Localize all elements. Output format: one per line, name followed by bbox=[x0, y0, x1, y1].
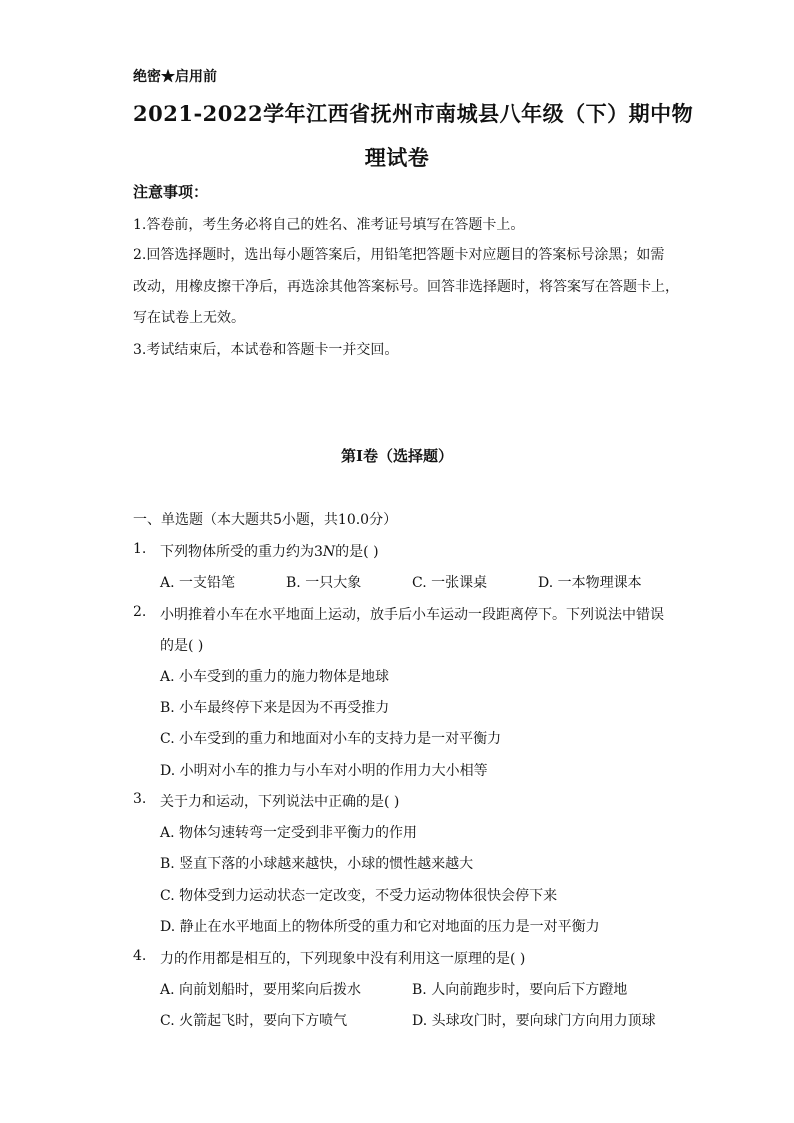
notice-line-5: 3.考试结束后，本试卷和答题卡一并交回。 bbox=[133, 342, 399, 358]
question-stem-1-post: 的是( ) bbox=[335, 544, 379, 560]
option-2d: D. 小明对小车的推力与小车对小明的作用力大小相等 bbox=[160, 763, 488, 779]
exam-title-line2: 理试卷 bbox=[364, 145, 430, 170]
option-3d: D. 静止在水平地面上的物体所受的重力和它对地面的压力是一对平衡力 bbox=[160, 919, 600, 935]
option-1c: C. 一张课桌 bbox=[412, 575, 488, 591]
option-2b: B. 小车最终停下来是因为不再受推力 bbox=[160, 700, 390, 716]
confidential-label: 绝密★启用前 bbox=[133, 69, 217, 85]
question-number-1: 1. bbox=[133, 541, 147, 557]
option-2c: C. 小车受到的重力和地面对小车的支持力是一对平衡力 bbox=[160, 731, 502, 747]
notice-heading: 注意事项： bbox=[133, 183, 209, 201]
option-3a: A. 物体匀速转弯一定受到非平衡力的作用 bbox=[160, 825, 418, 841]
question-stem-1 bbox=[160, 541, 379, 561]
option-3b: B. 竖直下落的小球越来越快，小球的惯性越来越大 bbox=[160, 856, 474, 872]
notice-line-4: 写在试卷上无效。 bbox=[133, 310, 245, 326]
option-3c: C. 物体受到力运动状态一定改变，不受力运动物体很快会停下来 bbox=[160, 888, 558, 904]
option-2a: A. 小车受到的重力的施力物体是地球 bbox=[160, 669, 390, 685]
option-1a: A. 一支铅笔 bbox=[160, 575, 236, 591]
option-4d: D. 头球攻门时，要向球门方向用力顶球 bbox=[412, 1013, 656, 1029]
question-number-3: 3. bbox=[133, 791, 147, 807]
notice-line-1: 1.答卷前，考生务必将自己的姓名、准考证号填写在答题卡上。 bbox=[133, 217, 525, 233]
question-stem-2-line2: 的是( ) bbox=[160, 638, 204, 654]
question-stem-4: 力的作用都是相互的，下列现象中没有利用这一原理的是( ) bbox=[160, 951, 526, 967]
option-4b: B. 人向前跑步时，要向后下方蹬地 bbox=[412, 982, 628, 998]
option-1b: B. 一只大象 bbox=[286, 575, 362, 591]
exam-title-line1: 2021-2022学年江西省抚州市南城县八年级（下）期中物 bbox=[133, 101, 694, 126]
section-title: 第I卷（选择题） bbox=[340, 447, 454, 465]
part-title: 一、单选题（本大题共5小题，共10.0分） bbox=[133, 512, 398, 528]
question-number-4: 4. bbox=[133, 948, 147, 964]
option-4c: C. 火箭起飞时，要向下方喷气 bbox=[160, 1013, 348, 1029]
question-number-2: 2. bbox=[133, 604, 147, 620]
notice-line-2: 2.回答选择题时，选出每小题答案后，用铅笔把答题卡对应题目的答案标号涂黑；如需 bbox=[133, 247, 665, 263]
question-stem-3: 关于力和运动，下列说法中正确的是( ) bbox=[160, 794, 400, 810]
option-4a: A. 向前划船时，要用桨向后拨水 bbox=[160, 982, 362, 998]
question-stem-2-line1: 小明推着小车在水平地面上运动，放手后小车运动一段距离停下。下列说法中错误 bbox=[160, 607, 664, 623]
option-1d: D. 一本物理课本 bbox=[538, 575, 642, 591]
unit-newton: N bbox=[322, 544, 336, 560]
question-stem-1-pre: 下列物体所受的重力约为3 bbox=[160, 544, 323, 560]
notice-line-3: 改动，用橡皮擦干净后，再选涂其他答案标号。回答非选择题时，将答案写在答题卡上， bbox=[133, 279, 679, 295]
